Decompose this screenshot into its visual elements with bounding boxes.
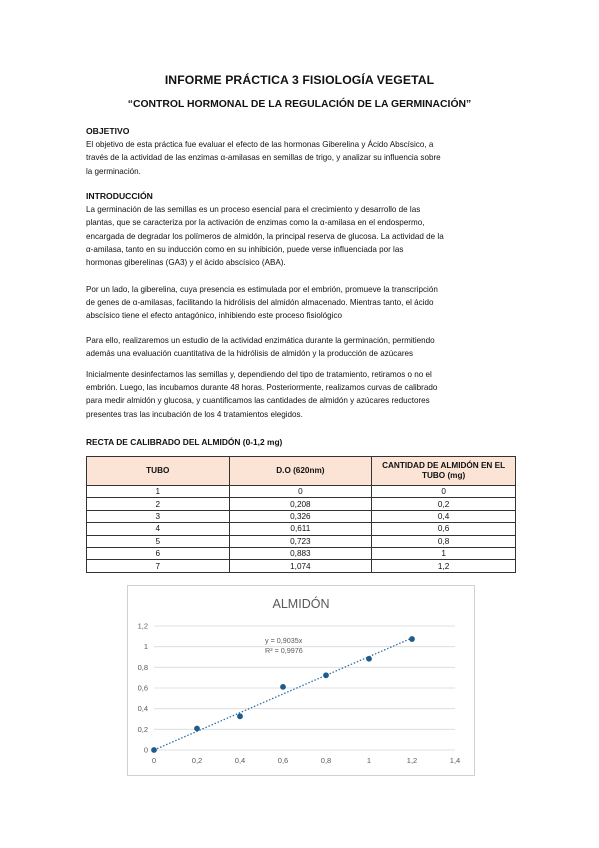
- table-cell: 0,326: [229, 510, 372, 522]
- intro-p2-line: de genes de α-amilasas, facilitando la hidrólisis del almidón almacenado. Mientras tanto, el ácido: [86, 298, 434, 308]
- table-row: [87, 535, 516, 547]
- table-row: [87, 486, 516, 498]
- data-point: [280, 684, 286, 690]
- calibration-table: [86, 456, 516, 573]
- column-header-do: D.O (620nm): [229, 457, 372, 486]
- intro-p1-line: La germinación de las semillas es un proceso esencial para el crecimiento y desarrollo de las: [86, 205, 421, 215]
- data-point: [409, 636, 415, 642]
- y-tick-label: 0: [143, 745, 148, 755]
- y-tick-label: 0,6: [137, 683, 148, 693]
- table-cell: 6: [87, 547, 230, 559]
- table-cell: 0: [229, 486, 372, 498]
- x-tick-label: 1: [366, 756, 372, 765]
- introduccion-heading: INTRODUCCIÓN: [86, 191, 153, 201]
- trendline-equation: y = 0,9035x: [265, 636, 303, 645]
- intro-p1-line: plantas, que se caracteriza por la activación de enzimas como la α-amilasa en el endospermo,: [86, 218, 425, 228]
- x-tick-label: 0,2: [191, 756, 203, 765]
- y-tick-label: 0,4: [137, 704, 148, 714]
- x-tick-label: 0,8: [320, 756, 332, 765]
- x-tick-label: 1,2: [406, 756, 418, 765]
- intro-paragraph-2: [86, 283, 516, 323]
- y-tick-label: 0,2: [137, 724, 148, 734]
- data-point: [366, 656, 372, 662]
- intro-p3-line: además una evaluación cuantitativa de la hidrólisis de almidón y la producción de azúcares: [86, 349, 414, 359]
- table-row: [87, 510, 516, 522]
- intro-p4-line: presentes tras las incubación de los 4 tratamientos elegidos.: [86, 409, 303, 419]
- table-cell: 5: [87, 535, 230, 547]
- almidon-chart: [127, 585, 475, 776]
- intro-p2-line: abscísico tiene el efecto antagónico, inhibiendo este proceso fisiológico: [86, 311, 343, 321]
- intro-p3-line: Para ello, realizaremos un estudio de la actividad enzimática durante la germinación, permitiendo: [86, 336, 435, 345]
- trendline-r2: R² = 0,9976: [265, 646, 303, 655]
- column-header-tubo: TUBO: [87, 457, 230, 486]
- table-cell: 0,2: [372, 498, 516, 510]
- intro-p4-line: para medir almidón y glucosa, y cuantificamos las cantidades de almidón y azúcares reductores: [86, 396, 430, 406]
- table-cell: 0,883: [229, 547, 372, 559]
- objetivo-line: través de la actividad de las enzimas α-amilasas en semillas de trigo, y analizar su influencia sobre: [86, 153, 441, 163]
- table-row: [87, 547, 516, 559]
- table-cell: 3: [87, 510, 230, 522]
- intro-p4-line: Inicialmente desinfectamos las semillas y, dependiendo del tipo de tratamiento, retiramos o no el: [86, 370, 432, 379]
- table-row: [87, 523, 516, 535]
- chart-canvas: [128, 586, 474, 775]
- table-cell: 1: [372, 547, 516, 559]
- data-point: [323, 672, 329, 678]
- document-title: INFORME PRÁCTICA 3 FISIOLOGÍA VEGETAL: [164, 73, 435, 87]
- intro-paragraph-3: [86, 334, 516, 360]
- intro-p4-line: embrión. Luego, las incubamos durante 48 horas. Posteriormente, realizamos curvas de calibrado: [86, 383, 438, 393]
- table-cell: 1,2: [372, 560, 516, 572]
- table-header-row: [87, 457, 516, 486]
- table-cell: 2: [87, 498, 230, 510]
- chart-title: ALMIDÓN: [272, 597, 330, 611]
- intro-p1-line: α-amilasa, tanto en su inducción como en su inhibición, puede verse influenciada por las: [86, 244, 404, 254]
- x-tick-label: 0: [151, 756, 157, 765]
- data-point: [151, 747, 157, 753]
- table-cell: 0,723: [229, 535, 372, 547]
- column-header-cantidad: CANTIDAD DE ALMIDÓN EN EL TUBO (mg): [372, 457, 516, 486]
- introduccion-section: [86, 190, 516, 269]
- y-tick-label: 0,8: [137, 662, 148, 672]
- table-cell: 1: [87, 486, 230, 498]
- table-cell: 7: [87, 560, 230, 572]
- table-cell: 0,6: [372, 523, 516, 535]
- table-cell: 0,611: [229, 523, 372, 535]
- table-cell: 0,4: [372, 510, 516, 522]
- objetivo-line: la germinación.: [86, 166, 141, 176]
- table-row: [87, 560, 516, 572]
- intro-p2-line: Por un lado, la giberelina, cuya presencia es estimulada por el embrión, promueve la transcripción: [86, 285, 438, 294]
- intro-paragraph-4: [86, 368, 516, 421]
- document-subtitle: “CONTROL HORMONAL DE LA REGULACIÓN DE LA GERMINACIÓN”: [127, 99, 472, 110]
- x-tick-label: 0,4: [234, 756, 246, 765]
- table-cell: 0,208: [229, 498, 372, 510]
- table-title: RECTA DE CALIBRADO DEL ALMIDÓN (0-1,2 mg): [86, 437, 283, 447]
- x-tick-label: 0,6: [277, 756, 289, 765]
- table-row: [87, 498, 516, 510]
- y-tick-label: 1,2: [137, 621, 148, 631]
- objetivo-line: El objetivo de esta práctica fue evaluar el efecto de las hormonas Giberelina y Ácido Abscísico, a: [86, 140, 434, 150]
- x-tick-label: 1,4: [449, 756, 461, 765]
- intro-p1-line: hormonas giberelinas (GA3) y el ácido abscísico (ABA).: [86, 258, 286, 268]
- table-cell: 1,074: [229, 560, 372, 572]
- table-cell: 0: [372, 486, 516, 498]
- objetivo-section: [86, 125, 516, 178]
- table-cell: 4: [87, 523, 230, 535]
- y-tick-label: 1: [143, 642, 148, 652]
- table-cell: 0,8: [372, 535, 516, 547]
- data-point: [194, 726, 200, 732]
- intro-p1-line: encargada de degradar los polímeros de almidón, la principal reserva de glucosa. La actividad de la: [86, 231, 444, 241]
- data-point: [237, 713, 243, 719]
- objetivo-heading: OBJETIVO: [86, 126, 130, 136]
